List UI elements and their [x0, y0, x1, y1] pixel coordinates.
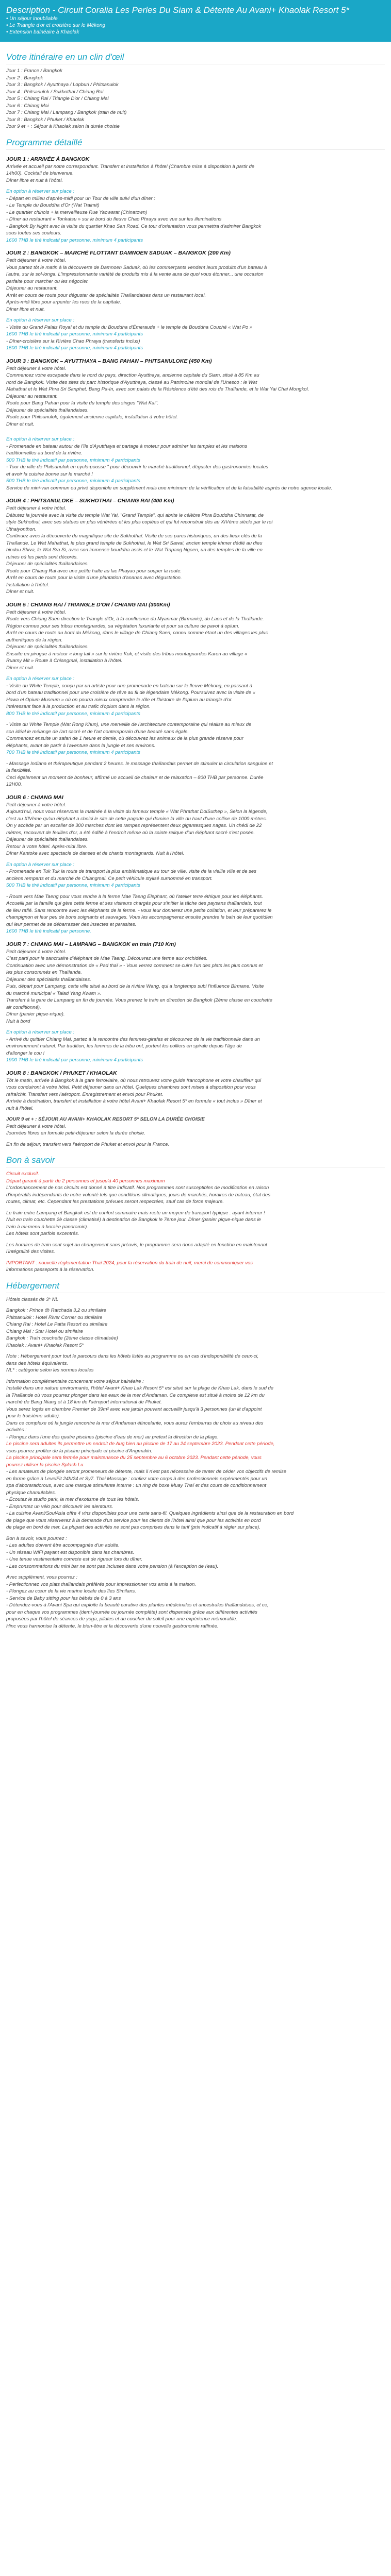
text-line: Service de mini-van commun ou privé disponible en supplément mais une minimum de la vérification et de la faisabilité auprès de notre agence locale.	[6, 485, 333, 491]
text-line: Chiang Rai : Hotel Le Patta Resort ou similaire	[6, 1321, 108, 1327]
text-line: Continuez avec la découverte du magnifique site de Sukhothaï. Visite de ses parcs historiques, un des lieux clés de la	[6, 533, 262, 539]
text-line: Dîner et nuit.	[6, 589, 35, 595]
text-line: routes, climat, etc. Cependant les prestations prévues seront respectées, sauf cas de force majeure.	[6, 1199, 224, 1205]
text-line: Commencez ensuite un safari de 1 heure et demie, où découvrez les animaux de la plus grande réserve pour	[6, 736, 243, 741]
text-line: pourrez utiliser la piscine Splash Lu.	[6, 1462, 85, 1468]
text-line: Arrivée et accueil par notre correspondant. Transfert et installation à l'hôtel (Chambre mise à disposition à partir de	[6, 163, 255, 170]
text-line: train à mi-menu à horaire panoramic).	[6, 1224, 88, 1230]
text-line: nord de Bangkok. Visite des sites du parc historique d'Ayutthaya, classé au Patrimoine mondial de l'Unesco : le Wat	[6, 379, 257, 385]
text-line: - Les adultes doivent être accompagnés d'un adulte.	[6, 1543, 120, 1548]
text-line: - Écoutez le studio park, la mer d'exotisme de tous les hôtels.	[6, 1497, 139, 1502]
text-line: rafraîchir. Transfert vers l'aéroport. Enregistrement et envol pour Phuket.	[6, 1091, 164, 1097]
text-line	[6, 1531, 385, 1535]
text-line: La piscine principale sera fermée pour maintenance du 25 septembre au 6 octobre 2023. Pendant cette période, vous	[6, 1455, 262, 1461]
text-line: pour en chaque vos programmes (demi-journée ou journée complète) sont dispensés grâce aux différentes activités	[6, 1609, 257, 1615]
text-line: - Bangkok By Night avec la visite du quartier Khao San Road. Ce tour d'orientation vous permettra d'admirer Bangkok	[6, 223, 262, 229]
text-line: 500 THB le tiré indicatif par personne, minimum 4 participants	[6, 478, 140, 484]
text-line: Déjeuner de spécialités thaïlandaises.	[6, 644, 89, 650]
text-line: Mahathat et le Wat Phra Sri Sanphet. Bang Pa-In, avec son palais de la Résidence d'été des rois de Thaïlande, et le Wat Yai Chai Mongkol.	[6, 386, 309, 392]
text-line: Ensuite en pirogue à moteur « long tail » sur le rivière Kok, et visite des tribus montagnardes Karen au village «	[6, 651, 248, 657]
text-line: Route vers Chiang Saen direction le Triangle d'Or, à la confluence du Myanmar (Birmanie), du Laos et de la Thaïlande.	[6, 616, 264, 622]
text-line: - Tour de ville de Phitsanulok en cyclo-pousse " pour découvrir le marché traditionnel, déguster des gastronomies locales	[6, 464, 268, 470]
text-line: air conditionné).	[6, 1004, 41, 1010]
text-line: Continuation avec une démonstration de « Pad thaï » - Vous verrez comment se cuire l'un des plats les plus connus et	[6, 962, 263, 969]
text-line: 1600 THB le tiré indicatif par personne.	[6, 928, 91, 934]
text-line	[6, 1112, 385, 1116]
text-line: champignon et leur peu de bons soignants et sauvages. Vous les accompagnerez ensuite prendre le bain de leur quotidien	[6, 914, 273, 920]
text-line: - Route vers Mae Taeng pour vous rendre à la ferme Mae Taeng Elephant, où l'atelier terre éthique pour les éléphants.	[6, 893, 264, 900]
text-line	[6, 1206, 385, 1210]
text-line: - Promenade en Tuk Tuk la route de transport la plus emblématique au tour de ville, visite de la vieille ville et de ses	[6, 869, 256, 874]
text-line: Installation à l'hôtel.	[6, 582, 50, 588]
text-line: Déjeuner au restaurant.	[6, 285, 58, 291]
text-line: Avec supplément, vous pourrez :	[6, 1574, 78, 1580]
text-line	[6, 756, 385, 760]
text-line	[6, 1137, 385, 1141]
text-line: Information complémentaire concernant votre séjour balnéaire :	[6, 1378, 144, 1384]
text-line: Circuit exclusif.	[6, 1171, 39, 1177]
text-line: Commencez votre escapade dans le nord du pays, direction Ayutthaya, ancienne capitale du Siam, situé à 85 Km au	[6, 372, 259, 378]
text-line: On y accède par un escalier de 300 marches dont les rampes représentent deux gigantesques nagas. Un chédi de 22	[6, 823, 262, 828]
text-line: - Visite du Grand Palais Royal et du temple du Bouddha d'Émeraude + le temple de Bouddha Couché « Wat Po »	[6, 324, 253, 330]
text-line: anciens remparts et du marché de Chiangmai. Ce petit véhicule stylisé surnommé en transport.	[6, 875, 213, 882]
text-line: Petit déjeuner à votre hôtel.	[6, 948, 67, 955]
text-line: authentiques de la région.	[6, 637, 63, 643]
text-line: - La cuisine Avani/SoulAsia offre 4 vins disponibles pour une carte sans-fil. Quelques ingrédients ainsi que de la restauration en bord	[6, 1511, 294, 1516]
text-line: Tôt le matin, arrivée à Bangkok à la gare ferroviaire, où nous retrouvez votre guide francophone et votre chauffeur qui	[6, 1077, 262, 1083]
text-line: - Service de Baby sitting pour les bébés de 0 à 3 ans	[6, 1595, 121, 1601]
text-line: son idéal le mélange de l'art sacré et de l'art contemporain d'une beauté sans égale.	[6, 728, 189, 735]
text-line: - Un réseau WiFi payant est disponible dans les chambres.	[6, 1549, 135, 1555]
text-line: - Les amateurs de plongée seront promeneurs de détente, mais il n'est pas nécessaire de tenter de céder vos objectifs de remise	[6, 1469, 287, 1475]
text-line: Débutez la journée avec la visite du temple Wat Yai, "Grand Temple", qui abrite le célèbre Phra Bouddha Chinnarat, de	[6, 512, 264, 518]
text-line: Petit déjeuner à votre hôtel.	[6, 802, 67, 808]
text-line: 1600 THB le tiré indicatif par personne, minimum 4 participants	[6, 237, 143, 243]
text-line: hindou Shiva, le Wat Sra Si, avec son immense bouddha assis et le Wat Trapang Ngoen, un des temples de la ville en	[6, 547, 263, 553]
itinerary-list	[6, 67, 385, 130]
text-line: Intéressant face à la production et au trafic d'opium dans la région.	[6, 704, 151, 709]
text-line: l'intégralité des visites.	[6, 1249, 55, 1255]
text-line: - Les consommations du mini bar ne sont pas incluses dans votre pension (à l'exception de l'eau).	[6, 1563, 219, 1569]
program-day	[6, 498, 385, 596]
text-line: Bangkok : Prince @ Ratchada 3,2 ou similaire	[6, 1308, 106, 1313]
text-line: Khaolak : Avani+ Khaolak Resort 5*	[6, 1342, 84, 1348]
text-line: 1500 THB le tiré indicatif par personne, minimum 4 participants	[6, 345, 143, 351]
text-line: Jour 9 et + : Séjour à Khaolak selon la durée choisie	[6, 124, 120, 129]
good-to-know-title: Bon à savoir	[6, 1155, 385, 1167]
text-line	[6, 428, 385, 432]
program-day	[6, 602, 385, 788]
text-line: - Empruntez un vélo pour découvrir les alentours.	[6, 1503, 113, 1510]
text-line: Les hôtels sont parfois excentrés.	[6, 1231, 79, 1236]
text-line: - Détendez-vous à l'Avani Spa qui exploite la beauté curative des plantes médicinales et ancestrales thaïlandaises, et ce,	[6, 1602, 269, 1608]
text-line: Jour 3 : Bangkok / Ayutthaya / Lopburi / Phitsanulok	[6, 82, 119, 88]
text-line: Dîner libre et nuit.	[6, 306, 45, 312]
text-line: l'autre, sur le sol-longa. L'impressionnante variété de produits mis à la vente aura de quoi vous étonner... une occasion	[6, 272, 264, 277]
program-day	[6, 250, 385, 352]
text-line: de lieu rafié. Sans rencontre avec les éléphants de la ferme. - vous leur donnerez une petite collation, et leur préparerez le	[6, 907, 272, 913]
text-line: de plage en bord de mer. La plupart des activités ne sont pas comprises dans le tarif (prix indicatif à régler sur place).	[6, 1524, 260, 1530]
text-line: Jour 5 : Chiang Rai / Triangle D'or / Chiang Mai	[6, 96, 109, 101]
text-line: Arrêt en cours de route au bord du Mékong, dans le village de Chiang Saen, connu comme étant un des villages les plus	[6, 630, 268, 636]
text-line	[6, 432, 385, 436]
program-day	[6, 1070, 385, 1148]
program-title: Programme détaillé	[6, 138, 385, 150]
day-title: JOUR 1 : ARRIVÉE À BANGKOK	[6, 156, 90, 162]
text-line: - Une tenue vestimentaire correcte est de rigueur lors du dîner.	[6, 1556, 143, 1562]
text-line: informations passeports à la réservation.	[6, 1267, 95, 1273]
text-line: Journées libres en formule petit-déjeuner selon la durée choisie.	[6, 1130, 145, 1136]
text-line: Petit déjeuner à votre hôtel.	[6, 1123, 67, 1129]
text-line: Route pour Chiang Rai avec une petite halte au lac Phayao pour souper la route.	[6, 568, 182, 574]
text-line: Petit déjeuner à votre hôtel.	[6, 258, 67, 263]
text-line	[6, 1570, 385, 1574]
text-line: Déjeuner de spécialités thaïlandaises.	[6, 561, 89, 567]
program-day	[6, 156, 385, 244]
text-line: Petit déjeuner à votre hôtel.	[6, 505, 67, 511]
text-line: Ceci également un moment de bonheur, affirmé un accueil de chaleur et de relaxation – 800 THB par personne. Durée	[6, 774, 264, 781]
text-line: NL* : catégorie selon les normes locales	[6, 1367, 94, 1373]
accommodation-title: Hébergement	[6, 1281, 385, 1293]
text-line: Dîner Kantoke avec spectacle de danses et de chants montagnards. Nuit à l'hôtel.	[6, 851, 185, 856]
good-to-know-text	[6, 1171, 385, 1274]
text-line: Route pour Bang Pahan pour la visite du temple des singes "Wat Kai".	[6, 400, 159, 406]
text-line: Après-midi libre pour arpenter les rues de la capitale.	[6, 299, 121, 305]
text-line: mètres, recouvert de feuilles d'or, a été édifié à l'endroit même où la sainte relique d'un éléphant sacré s'est posée.	[6, 829, 255, 836]
content	[0, 42, 391, 1630]
text-line: vous pourrez profiter de la piscine principale et piscine d'Angmakin.	[6, 1448, 153, 1454]
text-line: traditionnelles au bord de la rivière.	[6, 450, 83, 456]
text-line: Dîner libre et nuit à l'hôtel.	[6, 177, 63, 183]
text-line: - Promenade en bateau autour de l'île d'Ayutthaya et partage à moteur pour admirer les temples et les maisons	[6, 443, 248, 449]
text-line: Déjeuner de spécialités thaïlandaises.	[6, 407, 89, 413]
day-title: JOUR 5 : CHIANG RAI / TRIANGLE D'OR / CHIANG MAI (300Km)	[6, 601, 170, 608]
text-line: spa d'aboraradorous, avec une marque stimulante interne : un ring de boxe Muay Thaï et des cours de conditionnement	[6, 1483, 267, 1488]
itinerary-title: Votre itinéraire en un clin d'œil	[6, 52, 385, 64]
text-line: IMPORTANT : nouvelle réglementation Thaï 2024, pour la réservation du train de nuit, merci de communiquer vos	[6, 1260, 253, 1266]
program-day	[6, 358, 385, 492]
text-line: En option à réserver sur place :	[6, 436, 75, 442]
text-line	[6, 671, 385, 675]
text-line: 1600 THB le tiré indicatif par personne, minimum 4 participants	[6, 331, 143, 337]
text-line	[6, 1374, 385, 1378]
text-line: - Perfectionnez vos plats thaïlandais préférés pour impressionner vos amis à la maison.	[6, 1581, 197, 1587]
text-line: Jour 6 : Chiang Mai	[6, 103, 49, 109]
text-line: Retour à votre hôtel. Après-midi libre.	[6, 843, 87, 850]
text-line: Dîner et nuit.	[6, 421, 35, 427]
text-line: parfaite pour marcher ou les négocier.	[6, 278, 89, 284]
program-day	[6, 794, 385, 935]
text-line: Dîner et nuit.	[6, 665, 35, 671]
text-line: - Le quartier chinois + la merveilleuse Rue Yaowarat (Chinatown)	[6, 209, 148, 215]
text-line: les plus consommés en Thaïlande.	[6, 970, 82, 975]
text-line: Région connue pour ses tribus montagnardes, sa végétation luxuriante et pour sa culture de pavot à opium.	[6, 623, 240, 629]
text-line: - Plongez au cœur de la vie marine locale des îles Similans.	[6, 1588, 136, 1594]
text-line	[6, 1256, 385, 1260]
day-title: JOUR 3 : BANGKOK – AYUTTHAYA – BANG PAHAN – PHITSANULOKE (450 Km)	[6, 358, 212, 364]
text-line: bord d'un bateau traditionnel pour une croisière de rêve au fil de légendaire Mékong. Poursuivez avec la visite de «	[6, 690, 255, 696]
text-line	[6, 889, 385, 893]
text-line: marché de Bang Niang et à 18 km de l'aéroport international de Phuket.	[6, 1399, 162, 1405]
text-line: Chiang Mai : Star Hotel ou similaire	[6, 1328, 83, 1334]
text-line: Installé dans une nature environnante, l'hôtel Avani+ Khao Lak Resort 5* est situé sur la plage de Khao Lak, dans le sud de	[6, 1385, 274, 1391]
text-line: En option à réserver sur place :	[6, 1029, 75, 1035]
text-line: 700 THB le tiré indicatif par personne, minimum 4 participants	[6, 750, 140, 755]
text-line: - Massage Indiana et thérapeutique pendant 2 heures. le massage thaïlandais permet de stimuler la circulation sanguine et	[6, 760, 273, 767]
day-title: JOUR 7 : CHIANG MAI – LAMPANG – BANGKOK en train (710 Km)	[6, 941, 176, 947]
accommodation-text	[6, 1296, 385, 1630]
text-line: Nuit à bord	[6, 1018, 30, 1024]
text-line: - Dîner au restaurant « Tonkatsu » sur le bord du fleuve Chao Phraya avec vue sur les illuminations	[6, 216, 222, 222]
text-line: En fin de séjour, transfert vers l'aéroport de Phuket et envol pour la France.	[6, 1141, 170, 1147]
text-line	[6, 1025, 385, 1029]
text-line: pour le troisième adulte).	[6, 1413, 60, 1419]
text-line: proposées par l'hôtel de séances de yoga, pilates et au coucher du soleil pour une expérience mémorable.	[6, 1616, 238, 1622]
title-banner	[0, 0, 391, 42]
text-line	[6, 1349, 385, 1353]
text-line: Note : Hébergement pour tout le parcours dans les hôtels listés au programme ou en cas d'indisponibilité de ceux-ci,	[6, 1353, 259, 1359]
text-line: Route pour Phitsanulok, également ancienne capitale, installation à votre hôtel.	[6, 414, 178, 420]
text-line: Accueilli par la famille qui gère cette ferme et ses visiteurs chargés pour s'initier la tâche des paysans thaïlandais, tout	[6, 901, 262, 906]
text-line: Hawa el Opium Museum » où on pourra mieux comprendre le rôle et l'histoire de l'opium au triangle d'or.	[6, 697, 233, 703]
text-line: Déjeuner au restaurant.	[6, 393, 58, 399]
text-line: Phitsanulok : Hotel River Corner ou similaire	[6, 1314, 103, 1320]
text-line: - Plongez dans l'une des quatre piscines (piscine d'eau de mer) au pretext la direction de la plage.	[6, 1434, 219, 1440]
text-line: - Arrivé du quittier Chiang Mai, partez à la rencontre des femmes-girafes et découvrez de la vie traditionnelle dans un	[6, 1036, 260, 1042]
text-line: Petit déjeuner à votre hôtel.	[6, 365, 67, 371]
text-line: L'ordonnancement de nos circuits est donné à titre indicatif. Nos programmes sont susceptibles de modification en raison	[6, 1185, 269, 1191]
text-line: Hôtels classés de 3* NL	[6, 1296, 58, 1302]
text-line: d'allonger le cou !	[6, 1050, 45, 1056]
text-line: Uthaiyonthon.	[6, 526, 37, 532]
text-line	[6, 1238, 385, 1242]
text-line: Jour 1 : France / Bangkok	[6, 68, 62, 74]
text-line: Dans ce complexe où la jungle rencontre la mer d'Andaman étincelante, vous aurez l'embarras du choix au niveau des	[6, 1420, 264, 1426]
text-line: 500 THB le tiré indicatif par personne, minimum 4 participants	[6, 457, 140, 463]
text-line: Dîner (panier pique-nique).	[6, 1011, 65, 1017]
text-line: qui leur permet de se débarrasser des insectes et parasites.	[6, 921, 137, 927]
text-line: - Départ en milieu d'après-midi pour un Tour de ville suivi d'un dîner :	[6, 195, 155, 201]
text-line: ruines où les pieds sont décorés.	[6, 554, 78, 560]
text-line: d'impératifs indépendants de notre volonté tels que conditions climatiques, jours de marchés, horaires de bateau, état des	[6, 1192, 270, 1198]
highlight-item: • Extension balnéaire à Khaolak	[6, 29, 79, 35]
text-line: C'est parti pour le sanctuaire d'éléphant de Mae Taeng. Découvrez une ferme aux orchidées.	[6, 956, 208, 961]
text-line: Jour 2 : Bangkok	[6, 75, 43, 81]
text-line: vous conduiront à votre hôtel. Petit déjeuner dans un hôtel. Quelques chambres sont mises à disposition pour vous	[6, 1084, 256, 1090]
highlight-item: • Le Triangle d'or et croisière sur le Mékong	[6, 23, 105, 28]
text-line	[6, 857, 385, 861]
text-line: Le piscine sera adultes ils permettre un endroit de Aug bien au piscine de 17 au 24 septembre 2023. Pendant cette période,	[6, 1441, 275, 1447]
text-line: Ruamy Mit » Route à Chiangmai, installation à l'hôtel.	[6, 658, 123, 664]
text-line: Arrêt en cours de route pour déguster de spécialités Thaïlandaises dans un restaurant local.	[6, 292, 206, 298]
text-line: Nuit en train couchette 2è classe (climatisé) à destination de Bangkok le 7ème jour. Dîner (panier pique-nique dans le	[6, 1217, 261, 1223]
text-line: 12H00.	[6, 782, 22, 787]
text-line: 1900 THB le tiré indicatif par personne, minimum 4 participants	[6, 1057, 143, 1063]
text-line: JOUR 9 et + : SÉJOUR AU AVANI+ KHAOLAK RESORT 5* SELON LA DURÉE CHOISIE	[6, 1116, 205, 1122]
text-line: du marché municipal « Talad Yang Kwam ».	[6, 990, 102, 996]
text-line: Bangkok : Train couchette (2ème classe climatisée)	[6, 1335, 118, 1341]
text-line: c'est au XIVème qu'un éléphant a choisi le site de cette pagode qui domine la ville du haut d'une colline de 1000 mètres.	[6, 816, 267, 822]
text-line: Arrivée à destination, transfert et installation à votre hôtel Avani+ Khaolak Resort 5* en formule « tout inclus » Dîner et	[6, 1098, 262, 1104]
text-line: En option à réserver sur place :	[6, 189, 75, 194]
text-line: - Le Temple du Bouddha d'Or (Wat Traimit)	[6, 202, 100, 208]
text-line: Petit déjeuner à votre hôtel.	[6, 609, 67, 615]
text-line	[6, 313, 385, 317]
text-line: de plage que vous réserverez à la demande d'un service pour les clients de l'hôtel ainsi que pour les activités en bord	[6, 1517, 261, 1523]
text-line: la flexibilité.	[6, 768, 32, 773]
text-line: Vous partez tôt le matin à la découverte de Damnoen Saduak, où les commerçants vendent leurs produits d'un bateau à	[6, 264, 267, 270]
text-line: Vous serez logés en chambre Premier de 39m² avec vue jardin pouvant accueillir jusqu'à 3 personnes (un lit d'appoint	[6, 1406, 262, 1412]
text-line: physique chamulables.	[6, 1489, 56, 1496]
text-line: en forme grâce à LevelFit 24h/24 et Sy7. Thai Massage : confiez votre corps à des professionnels expérimentés pour un	[6, 1476, 267, 1482]
text-line: style Sukhothai, avec ses statues en plus vénérées et les plus copiées et qui fut reconstruit dès au XIVème siècle par le roi	[6, 519, 273, 525]
text-line: 14h00). Cocktail de bienvenue.	[6, 171, 74, 176]
text-line: Les horaires de train sont sujet au changement sans préavis, le programme sera donc adapté en fonction en maintenant	[6, 1242, 267, 1248]
text-line: Thaïlande. Le Wat Mahathat, le plus grand temple de Sukhothai, le Wat Sri Sawai, ancien temple khmer dédié au dieu	[6, 540, 263, 546]
day-title: JOUR 4 : PHITSANULOKE – SUKHOTHAI – CHIANG RAI (400 Km)	[6, 498, 174, 504]
text-line: - Visite du White Temple (Wat Rong Khun), une merveille de l'architecture contemporaine qui réalise au mieux de	[6, 722, 252, 727]
program-day	[6, 941, 385, 1064]
text-line: sous toutes ses couleurs.	[6, 230, 62, 236]
text-line	[6, 717, 385, 721]
day-title: JOUR 8 : BANGKOK / PHUKET / KHAOLAK	[6, 1070, 117, 1076]
text-line: éléphants, avant de partir à l'aventure dans la jungle et ses environs.	[6, 742, 156, 749]
text-line	[6, 1303, 385, 1307]
text-line: En option à réserver sur place :	[6, 676, 75, 682]
text-line: Déjeuner de spécialités thaïlandaises.	[6, 837, 89, 842]
text-line: Transfert à la gare de Lampang en fin de journée. Vous prenez le train en direction de Bangkok (2ème classe en couchette	[6, 997, 272, 1003]
text-line: 500 THB le tiré indicatif par personne, minimum 4 participants	[6, 883, 140, 888]
text-line: Jour 8 : Bangkok / Phuket / Khaolak	[6, 116, 85, 123]
text-line: environnement naturel. Par tradition, les femmes de la tribu ont, portent les colliers en spirale depuis l'âge de	[6, 1043, 242, 1049]
text-line: Le train entre Lampang et Bangkok est de confort sommaire mais reste un moyen de transport typique : ayant interner !	[6, 1210, 265, 1216]
day-title: JOUR 6 : CHIANG MAI	[6, 794, 63, 801]
text-line: Puis, départ pour Lampang, cette ville situé au bord de la rivière Wang, qui a longtemps subi l'influence Birmane. Visite	[6, 984, 264, 989]
text-line: Arrêt en cours de route pour la visite d'une plantation d'ananas avec dégustation.	[6, 575, 182, 581]
text-line	[6, 184, 385, 188]
text-line: Jour 4 : Phitsanulok / Sukhothai / Chiang Rai	[6, 89, 104, 95]
highlight-item: • Un séjour inoubliable	[6, 16, 58, 22]
text-line: Hinc vous harmonise la détente, le bien-être et la découverte d'une nouvelle gastronomie raffinée.	[6, 1623, 219, 1629]
text-line: - Visite du White Temple, conçu par un artiste pour une promenade en bateau sur le fleuve Mékong, en passant à	[6, 683, 252, 689]
text-line: Aujourd'hui, nous vous réservons la matinée à la visite du fameux temple « Wat Phrathat DoiSuthep », Selon la légende,	[6, 809, 268, 815]
text-line: Déjeuner des spécialités thaïlandaises.	[6, 976, 91, 982]
text-line: dans des hôtels équivalents.	[6, 1360, 68, 1366]
text-line: Bon à savoir, vous pourrez :	[6, 1535, 67, 1541]
text-line: Jour 7 : Chiang Mai / Lampang / Bangkok (train de nuit)	[6, 110, 127, 115]
program-days	[6, 156, 385, 1148]
text-line: En option à réserver sur place :	[6, 861, 75, 868]
text-line: et avoir la cuisine bonne sur le marché !	[6, 471, 93, 477]
text-line: la Thaïlande où vous pourrez plonger dans les eaux de la mer d'Andaman. Ce complexe est situé à moins de 12 km du	[6, 1392, 265, 1398]
text-line: Départ garanti à partir de 2 personnes et jusqu'à 40 personnes maximum	[6, 1178, 165, 1184]
text-line: nuit à l'hôtel.	[6, 1105, 34, 1111]
text-line: - Dîner-croisière sur la Rivière Chao Phraya (transferts inclus)	[6, 338, 140, 344]
text-line: 800 THB le tiré indicatif par personne, minimum 4 participants	[6, 710, 140, 717]
page-title: Description - Circuit Coralia Les Perles Du Siam & Détente Au Avani+ Khaolak Resort 5*	[6, 5, 350, 15]
day-title: JOUR 2 : BANGKOK – MARCHÉ FLOTTANT DAMNOEN SADUAK – BANGKOK (200 Km)	[6, 250, 231, 256]
text-line: En option à réserver sur place :	[6, 317, 75, 323]
text-line: activités :	[6, 1427, 27, 1433]
